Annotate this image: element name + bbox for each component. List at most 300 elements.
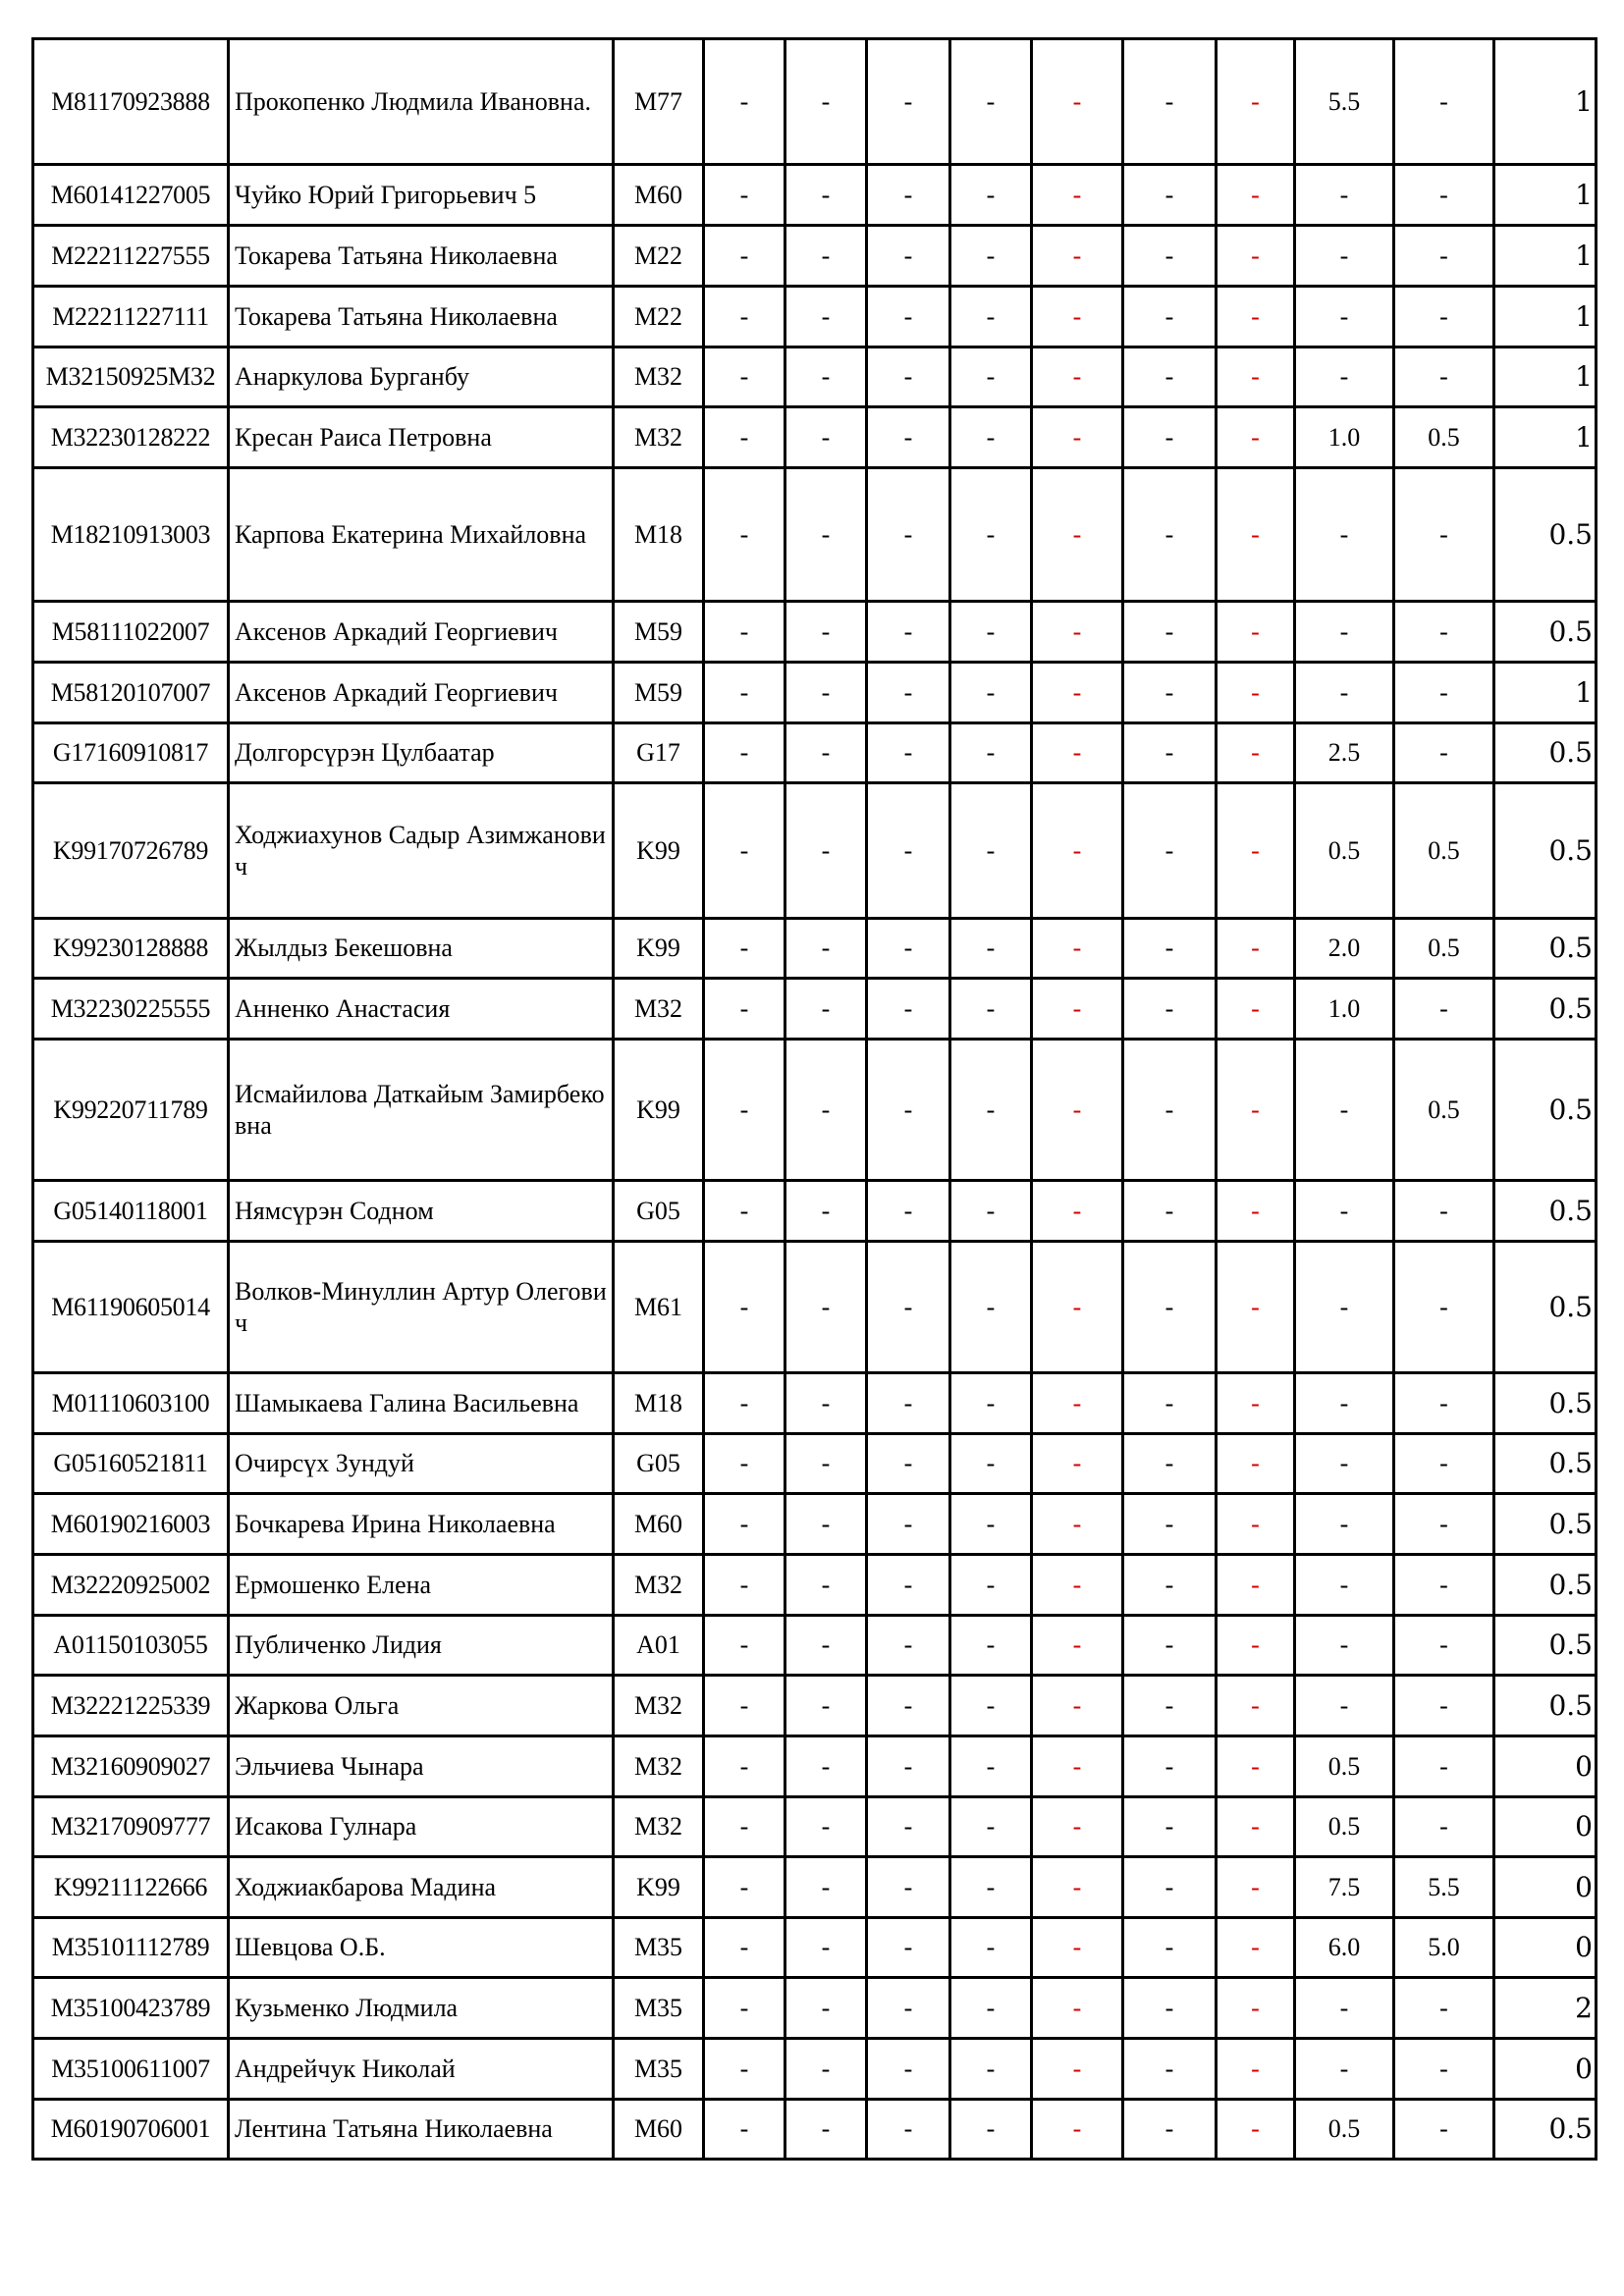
score-cell: 0.5 [1494,1676,1597,1736]
red-dash-cell: - [1032,663,1123,723]
dash-cell: - [1123,407,1217,468]
dash-cell: - [1123,1918,1217,1978]
score-cell: 1 [1494,165,1597,226]
score-cell: 0.5 [1494,1494,1597,1555]
dash-cell: - [785,226,867,287]
dash-cell: - [950,1040,1032,1181]
table-row [33,1242,1597,1373]
value-2-cell: - [1394,468,1494,602]
dash-cell: - [950,165,1032,226]
code-cell: M59 [614,663,704,723]
red-dash-cell: - [1217,1797,1295,1857]
name-cell: Исакова Гулнара [229,1797,614,1857]
record-id-cell: M35100423789 [33,1978,229,2039]
name-cell: Нямсүрэн Содном [229,1181,614,1242]
dash-cell: - [867,783,950,919]
name-cell: Ходжиахунов Садыр Азимжанович [229,783,614,919]
record-id-cell: M35101112789 [33,1918,229,1978]
red-dash-cell: - [1032,1736,1123,1797]
name-cell: Публиченко Лидия [229,1616,614,1676]
dash-cell: - [950,2039,1032,2100]
dash-cell: - [867,1797,950,1857]
code-cell: M32 [614,979,704,1040]
record-id-cell: K99211122666 [33,1857,229,1918]
score-cell: 1 [1494,347,1597,407]
record-id-cell: M32230225555 [33,979,229,1040]
table-row [33,1857,1597,1918]
value-1-cell: - [1295,1434,1394,1494]
value-2-cell: - [1394,1978,1494,2039]
record-id-cell: A01150103055 [33,1616,229,1676]
dash-cell: - [867,723,950,783]
name-cell: Эльчиева Чынара [229,1736,614,1797]
name-cell: Аксенов Аркадий Георгиевич [229,663,614,723]
name-cell: Токарева Татьяна Николаевна [229,287,614,347]
dash-cell: - [704,287,785,347]
value-1-cell: - [1295,1181,1394,1242]
value-1-cell: - [1295,1555,1394,1616]
red-dash-cell: - [1217,1978,1295,2039]
dash-cell: - [704,2039,785,2100]
dash-cell: - [867,663,950,723]
score-cell: 0.5 [1494,1616,1597,1676]
dash-cell: - [867,407,950,468]
code-cell: M60 [614,165,704,226]
dash-cell: - [785,663,867,723]
value-1-cell: 0.5 [1295,1797,1394,1857]
dash-cell: - [704,1434,785,1494]
value-1-cell: - [1295,1040,1394,1181]
dash-cell: - [867,1918,950,1978]
value-1-cell: - [1295,165,1394,226]
value-1-cell: 0.5 [1295,1736,1394,1797]
record-id-cell: M32160909027 [33,1736,229,1797]
code-cell: M35 [614,2039,704,2100]
dash-cell: - [867,1040,950,1181]
value-2-cell: - [1394,1373,1494,1434]
value-1-cell: 1.0 [1295,407,1394,468]
value-2-cell: - [1394,602,1494,663]
red-dash-cell: - [1217,39,1295,165]
score-cell: 0 [1494,1797,1597,1857]
code-cell: M18 [614,468,704,602]
dash-cell: - [704,979,785,1040]
dash-cell: - [1123,1797,1217,1857]
red-dash-cell: - [1217,1555,1295,1616]
dash-cell: - [1123,1242,1217,1373]
red-dash-cell: - [1217,1918,1295,1978]
dash-cell: - [1123,1040,1217,1181]
value-2-cell: - [1394,1797,1494,1857]
record-id-cell: M60190216003 [33,1494,229,1555]
dash-cell: - [785,1918,867,1978]
value-1-cell: 7.5 [1295,1857,1394,1918]
dash-cell: - [785,2039,867,2100]
table-row [33,1736,1597,1797]
value-1-cell: - [1295,663,1394,723]
value-1-cell: - [1295,1494,1394,1555]
dash-cell: - [867,602,950,663]
table-row [33,979,1597,1040]
name-cell: Токарева Татьяна Николаевна [229,226,614,287]
dash-cell: - [1123,1373,1217,1434]
red-dash-cell: - [1217,1242,1295,1373]
code-cell: M32 [614,1676,704,1736]
dash-cell: - [704,1040,785,1181]
dash-cell: - [704,165,785,226]
table-row [33,2039,1597,2100]
dash-cell: - [704,39,785,165]
table-row [33,602,1597,663]
red-dash-cell: - [1032,1616,1123,1676]
code-cell: A01 [614,1616,704,1676]
dash-cell: - [950,1181,1032,1242]
name-cell: Исмайилова Даткайым Замирбековна [229,1040,614,1181]
red-dash-cell: - [1217,1040,1295,1181]
name-cell: Прокопенко Людмила Ивановна. [229,39,614,165]
value-1-cell: - [1295,1676,1394,1736]
dash-cell: - [867,2039,950,2100]
code-cell: G17 [614,723,704,783]
value-2-cell: - [1394,1676,1494,1736]
name-cell: Ходжиакбарова Мадина [229,1857,614,1918]
value-2-cell: 0.5 [1394,783,1494,919]
dash-cell: - [704,2100,785,2160]
dash-cell: - [1123,663,1217,723]
red-dash-cell: - [1032,1242,1123,1373]
dash-cell: - [1123,468,1217,602]
dash-cell: - [867,1434,950,1494]
dash-cell: - [867,1616,950,1676]
red-dash-cell: - [1032,2100,1123,2160]
dash-cell: - [785,165,867,226]
dash-cell: - [704,407,785,468]
red-dash-cell: - [1032,1181,1123,1242]
dash-cell: - [1123,723,1217,783]
score-cell: 2 [1494,1978,1597,2039]
dash-cell: - [950,2100,1032,2160]
dash-cell: - [950,468,1032,602]
value-2-cell: - [1394,226,1494,287]
dash-cell: - [1123,979,1217,1040]
value-1-cell: - [1295,226,1394,287]
red-dash-cell: - [1032,226,1123,287]
score-cell: 0.5 [1494,783,1597,919]
red-dash-cell: - [1032,468,1123,602]
code-cell: M59 [614,602,704,663]
red-dash-cell: - [1217,1616,1295,1676]
dash-cell: - [867,1555,950,1616]
dash-cell: - [1123,1857,1217,1918]
record-id-cell: K99170726789 [33,783,229,919]
record-id-cell: M60190706001 [33,2100,229,2160]
dash-cell: - [950,39,1032,165]
name-cell: Кресан Раиса Петровна [229,407,614,468]
name-cell: Жылдыз Бекешовна [229,919,614,979]
dash-cell: - [1123,1736,1217,1797]
score-cell: 0.5 [1494,1181,1597,1242]
red-dash-cell: - [1217,2039,1295,2100]
table-row [33,226,1597,287]
code-cell: M32 [614,347,704,407]
dash-cell: - [785,2100,867,2160]
table-row [33,723,1597,783]
value-2-cell: - [1394,1494,1494,1555]
dash-cell: - [785,1434,867,1494]
record-id-cell: G17160910817 [33,723,229,783]
dash-cell: - [785,287,867,347]
record-id-cell: M01110603100 [33,1373,229,1434]
red-dash-cell: - [1217,1434,1295,1494]
red-dash-cell: - [1032,1918,1123,1978]
value-2-cell: 5.5 [1394,1857,1494,1918]
value-1-cell: - [1295,347,1394,407]
value-2-cell: - [1394,1434,1494,1494]
table-row [33,1494,1597,1555]
name-cell: Кузьменко Людмила [229,1978,614,2039]
code-cell: M32 [614,407,704,468]
dash-cell: - [785,1857,867,1918]
record-id-cell: M32220925002 [33,1555,229,1616]
red-dash-cell: - [1032,783,1123,919]
name-cell: Лентина Татьяна Николаевна [229,2100,614,2160]
results-table-body [33,39,1597,2160]
dash-cell: - [785,347,867,407]
table-row [33,783,1597,919]
dash-cell: - [785,1676,867,1736]
code-cell: M18 [614,1373,704,1434]
name-cell: Шевцова О.Б. [229,1918,614,1978]
dash-cell: - [785,1181,867,1242]
dash-cell: - [950,1494,1032,1555]
dash-cell: - [785,979,867,1040]
name-cell: Карпова Екатерина Михайловна [229,468,614,602]
dash-cell: - [950,287,1032,347]
dash-cell: - [785,1736,867,1797]
table-row [33,468,1597,602]
score-cell: 0 [1494,1918,1597,1978]
table-row [33,1434,1597,1494]
dash-cell: - [1123,347,1217,407]
dash-cell: - [785,1797,867,1857]
value-1-cell: - [1295,2039,1394,2100]
dash-cell: - [950,1676,1032,1736]
value-2-cell: - [1394,287,1494,347]
red-dash-cell: - [1032,979,1123,1040]
value-2-cell: 0.5 [1394,407,1494,468]
code-cell: M32 [614,1797,704,1857]
value-2-cell: - [1394,1181,1494,1242]
red-dash-cell: - [1032,347,1123,407]
value-1-cell: 5.5 [1295,39,1394,165]
dash-cell: - [867,287,950,347]
dash-cell: - [867,347,950,407]
red-dash-cell: - [1032,287,1123,347]
dash-cell: - [867,1676,950,1736]
table-row [33,1978,1597,2039]
record-id-cell: M18210913003 [33,468,229,602]
red-dash-cell: - [1032,39,1123,165]
dash-cell: - [1123,1978,1217,2039]
dash-cell: - [785,919,867,979]
score-cell: 0.5 [1494,1242,1597,1373]
dash-cell: - [704,468,785,602]
value-1-cell: - [1295,602,1394,663]
code-cell: M60 [614,2100,704,2160]
dash-cell: - [704,1373,785,1434]
red-dash-cell: - [1217,2100,1295,2160]
dash-cell: - [1123,602,1217,663]
record-id-cell: K99220711789 [33,1040,229,1181]
code-cell: G05 [614,1434,704,1494]
table-row [33,919,1597,979]
value-2-cell: - [1394,663,1494,723]
dash-cell: - [1123,1181,1217,1242]
results-table [31,37,1597,2161]
name-cell: Шамыкаева Галина Васильевна [229,1373,614,1434]
red-dash-cell: - [1032,1555,1123,1616]
dash-cell: - [867,1373,950,1434]
name-cell: Анаркулова Бурганбу [229,347,614,407]
dash-cell: - [950,783,1032,919]
dash-cell: - [785,407,867,468]
record-id-cell: M61190605014 [33,1242,229,1373]
name-cell: Аксенов Аркадий Георгиевич [229,602,614,663]
record-id-cell: M32221225339 [33,1676,229,1736]
dash-cell: - [867,1181,950,1242]
dash-cell: - [785,1978,867,2039]
dash-cell: - [785,39,867,165]
dash-cell: - [704,1978,785,2039]
record-id-cell: M32230128222 [33,407,229,468]
record-id-cell: M81170923888 [33,39,229,165]
dash-cell: - [867,1857,950,1918]
dash-cell: - [867,1494,950,1555]
record-id-cell: G05160521811 [33,1434,229,1494]
record-id-cell: M22211227111 [33,287,229,347]
table-row [33,39,1597,165]
name-cell: Жаркова Ольга [229,1676,614,1736]
record-id-cell: K99230128888 [33,919,229,979]
value-2-cell: - [1394,165,1494,226]
dash-cell: - [867,1978,950,2039]
dash-cell: - [704,1736,785,1797]
dash-cell: - [704,783,785,919]
red-dash-cell: - [1217,919,1295,979]
name-cell: Очирсүх Зундуй [229,1434,614,1494]
code-cell: K99 [614,1040,704,1181]
red-dash-cell: - [1032,1040,1123,1181]
value-1-cell: - [1295,1373,1394,1434]
value-2-cell: - [1394,1616,1494,1676]
dash-cell: - [704,1242,785,1373]
score-cell: 0 [1494,2039,1597,2100]
red-dash-cell: - [1217,723,1295,783]
dash-cell: - [1123,39,1217,165]
dash-cell: - [950,226,1032,287]
table-row [33,407,1597,468]
value-1-cell: - [1295,1242,1394,1373]
red-dash-cell: - [1032,165,1123,226]
score-cell: 0.5 [1494,723,1597,783]
dash-cell: - [1123,165,1217,226]
dash-cell: - [704,347,785,407]
red-dash-cell: - [1032,1373,1123,1434]
dash-cell: - [704,226,785,287]
table-row [33,165,1597,226]
red-dash-cell: - [1032,1797,1123,1857]
dash-cell: - [785,1616,867,1676]
value-1-cell: 0.5 [1295,783,1394,919]
dash-cell: - [704,1494,785,1555]
dash-cell: - [867,226,950,287]
dash-cell: - [704,1918,785,1978]
score-cell: 0.5 [1494,602,1597,663]
dash-cell: - [704,1181,785,1242]
code-cell: M61 [614,1242,704,1373]
dash-cell: - [785,783,867,919]
value-1-cell: - [1295,468,1394,602]
dash-cell: - [785,602,867,663]
value-2-cell: 0.5 [1394,1040,1494,1181]
name-cell: Чуйко Юрий Григорьевич 5 [229,165,614,226]
score-cell: 0.5 [1494,1555,1597,1616]
table-row [33,1181,1597,1242]
score-cell: 0.5 [1494,1040,1597,1181]
name-cell: Бочкарева Ирина Николаевна [229,1494,614,1555]
red-dash-cell: - [1032,602,1123,663]
dash-cell: - [704,1797,785,1857]
dash-cell: - [704,1676,785,1736]
value-1-cell: 1.0 [1295,979,1394,1040]
value-1-cell: - [1295,287,1394,347]
dash-cell: - [950,919,1032,979]
value-1-cell: 6.0 [1295,1918,1394,1978]
value-2-cell: - [1394,347,1494,407]
score-cell: 1 [1494,663,1597,723]
dash-cell: - [704,723,785,783]
score-cell: 1 [1494,407,1597,468]
red-dash-cell: - [1032,723,1123,783]
red-dash-cell: - [1032,1494,1123,1555]
red-dash-cell: - [1217,347,1295,407]
score-cell: 0.5 [1494,1373,1597,1434]
name-cell: Долгорсүрэн Цулбаатар [229,723,614,783]
red-dash-cell: - [1032,1978,1123,2039]
code-cell: M60 [614,1494,704,1555]
dash-cell: - [950,1616,1032,1676]
dash-cell: - [1123,919,1217,979]
record-id-cell: M22211227555 [33,226,229,287]
red-dash-cell: - [1217,287,1295,347]
dash-cell: - [950,407,1032,468]
record-id-cell: M32170909777 [33,1797,229,1857]
dash-cell: - [704,663,785,723]
value-2-cell: - [1394,2100,1494,2160]
dash-cell: - [950,347,1032,407]
red-dash-cell: - [1217,1373,1295,1434]
red-dash-cell: - [1032,2039,1123,2100]
name-cell: Ермошенко Елена [229,1555,614,1616]
value-2-cell: - [1394,723,1494,783]
red-dash-cell: - [1217,468,1295,602]
value-1-cell: 2.0 [1295,919,1394,979]
dash-cell: - [867,39,950,165]
code-cell: M32 [614,1555,704,1616]
dash-cell: - [950,723,1032,783]
dash-cell: - [950,979,1032,1040]
dash-cell: - [785,468,867,602]
